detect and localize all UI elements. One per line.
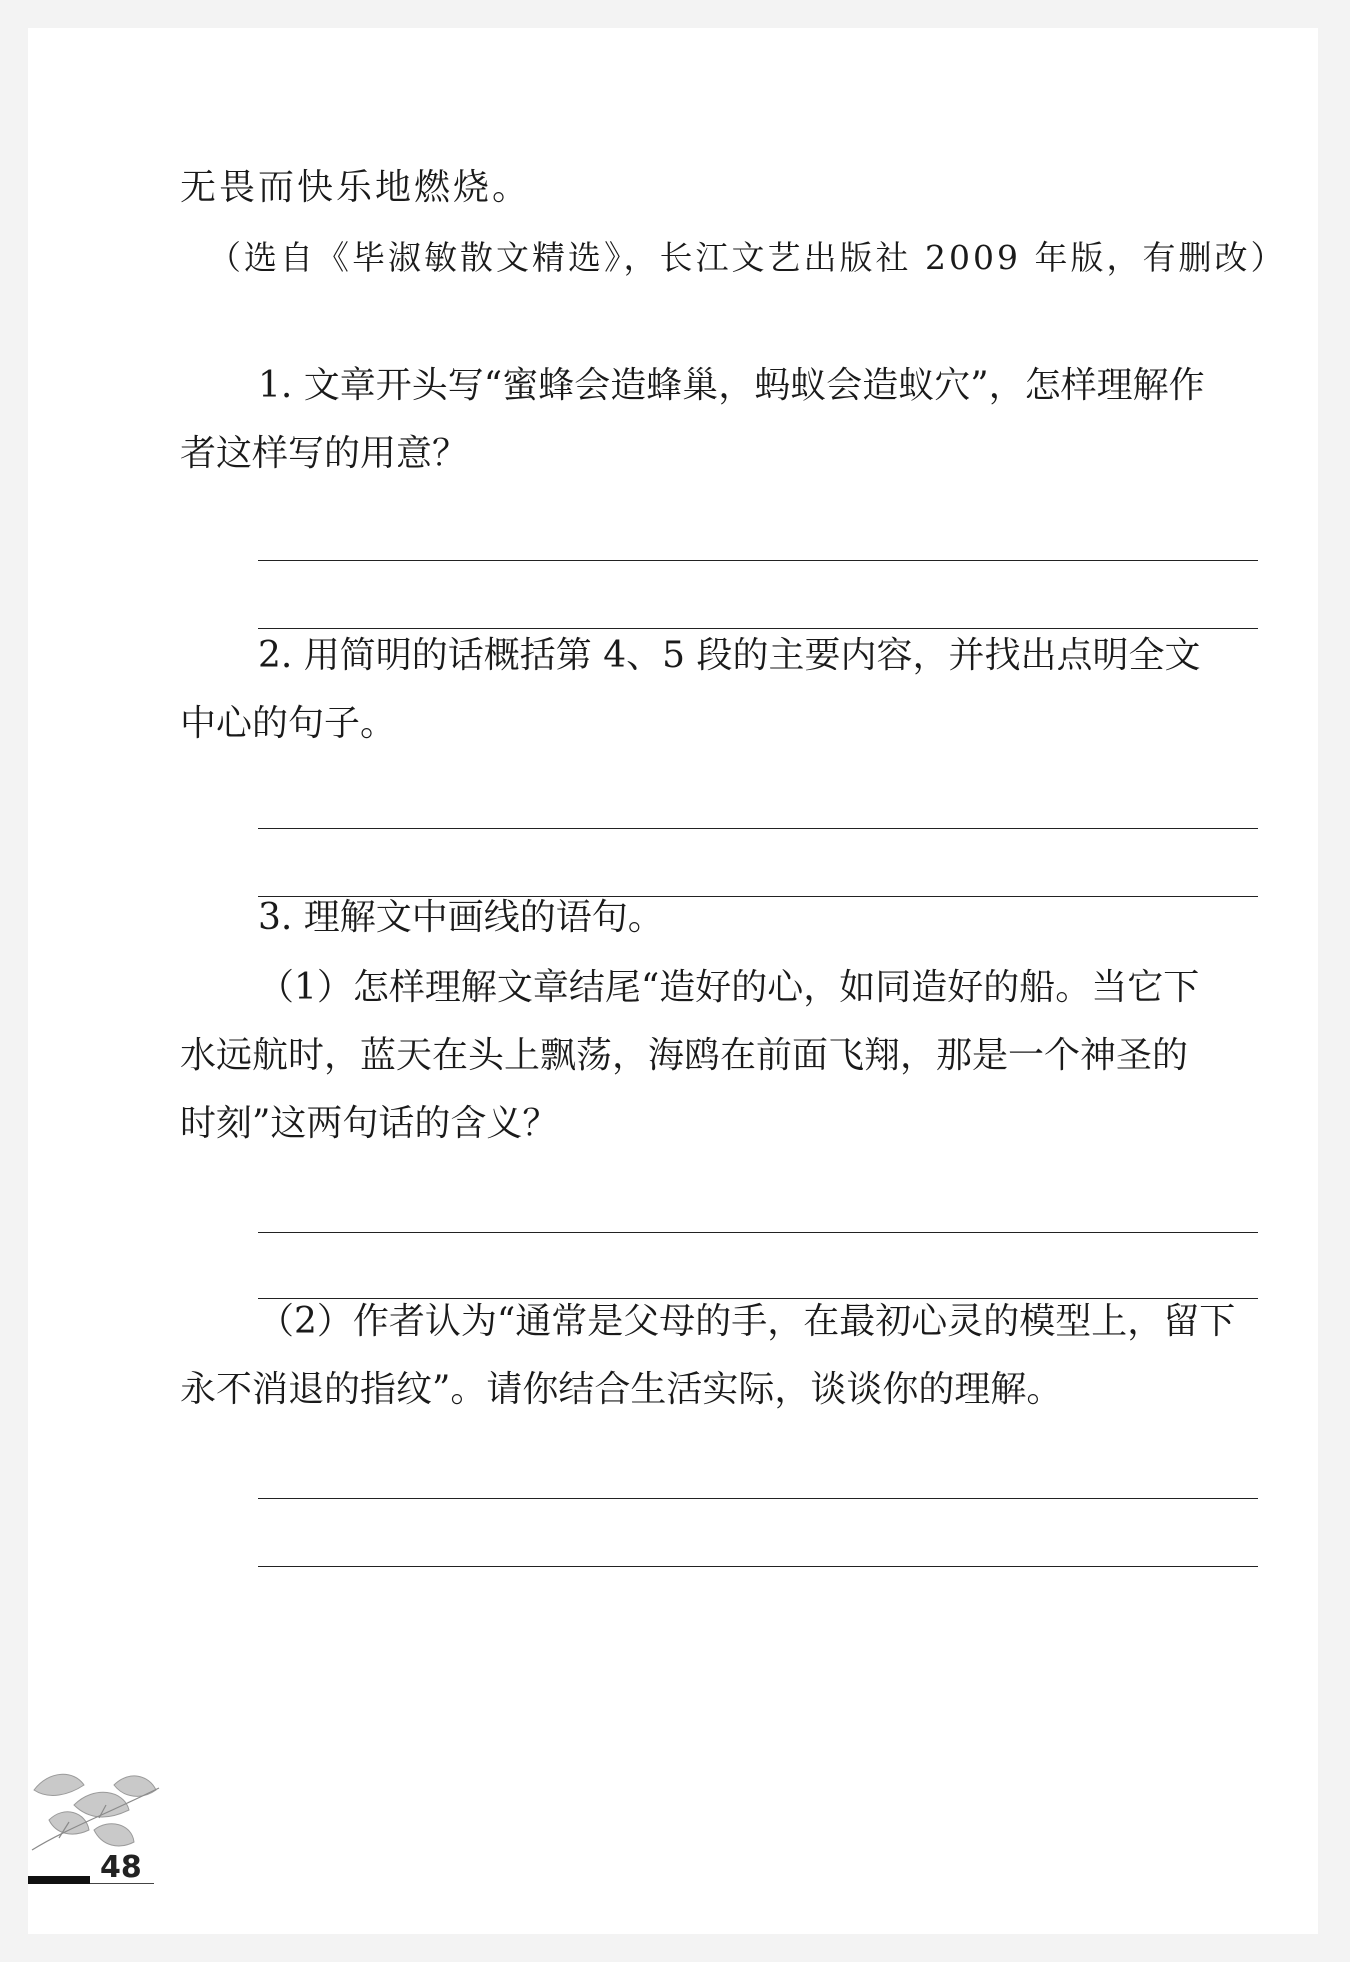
answer-line-q3-2-2[interactable]: [258, 1566, 1258, 1567]
passage-last-line: 无畏而快乐地燃烧。: [180, 167, 532, 208]
sub-question-1-line-3: 时刻”这两句话的含义？: [180, 1103, 559, 1144]
answer-line-q3-1-1[interactable]: [258, 1232, 1258, 1233]
workbook-page: [28, 28, 1318, 1934]
answer-line-q3-2-1[interactable]: [258, 1498, 1258, 1499]
question-2-line-2: 中心的句子。: [180, 703, 397, 744]
footer-bar: [28, 1876, 90, 1884]
question-1-line-2: 者这样写的用意？: [180, 433, 469, 474]
sub-question-1-line-2: 水远航时，蓝天在头上飘荡，海鸥在前面飞翔，那是一个神圣的: [180, 1035, 1189, 1076]
sub-question-2-line-1: （2）作者认为“通常是父母的手，在最初心灵的模型上，留下: [258, 1301, 1236, 1342]
question-2-line-1: 2. 用简明的话概括第 4、5 段的主要内容，并找出点明全文: [258, 635, 1201, 676]
page-number: 48: [100, 1850, 142, 1885]
question-3-line-1: 3. 理解文中画线的语句。: [258, 897, 664, 938]
passage-source: （选自《毕淑敏散文精选》，长江文艺出版社 2009 年版，有删改）: [208, 238, 1287, 277]
answer-line-q2-1[interactable]: [258, 828, 1258, 829]
question-1-line-1: 1. 文章开头写“蜜蜂会造蜂巢，蚂蚁会造蚁穴”，怎样理解作: [258, 365, 1205, 406]
leaf-decoration-icon: [24, 1760, 164, 1870]
sub-question-2-line-2: 永不消退的指纹”。请你结合生活实际，谈谈你的理解。: [180, 1369, 1063, 1410]
sub-question-1-line-1: （1）怎样理解文章结尾“造好的心，如同造好的船。当它下: [258, 967, 1200, 1008]
answer-line-q3-1-2[interactable]: [258, 1298, 1258, 1299]
answer-line-q1-1[interactable]: [258, 560, 1258, 561]
answer-line-q1-2[interactable]: [258, 628, 1258, 629]
